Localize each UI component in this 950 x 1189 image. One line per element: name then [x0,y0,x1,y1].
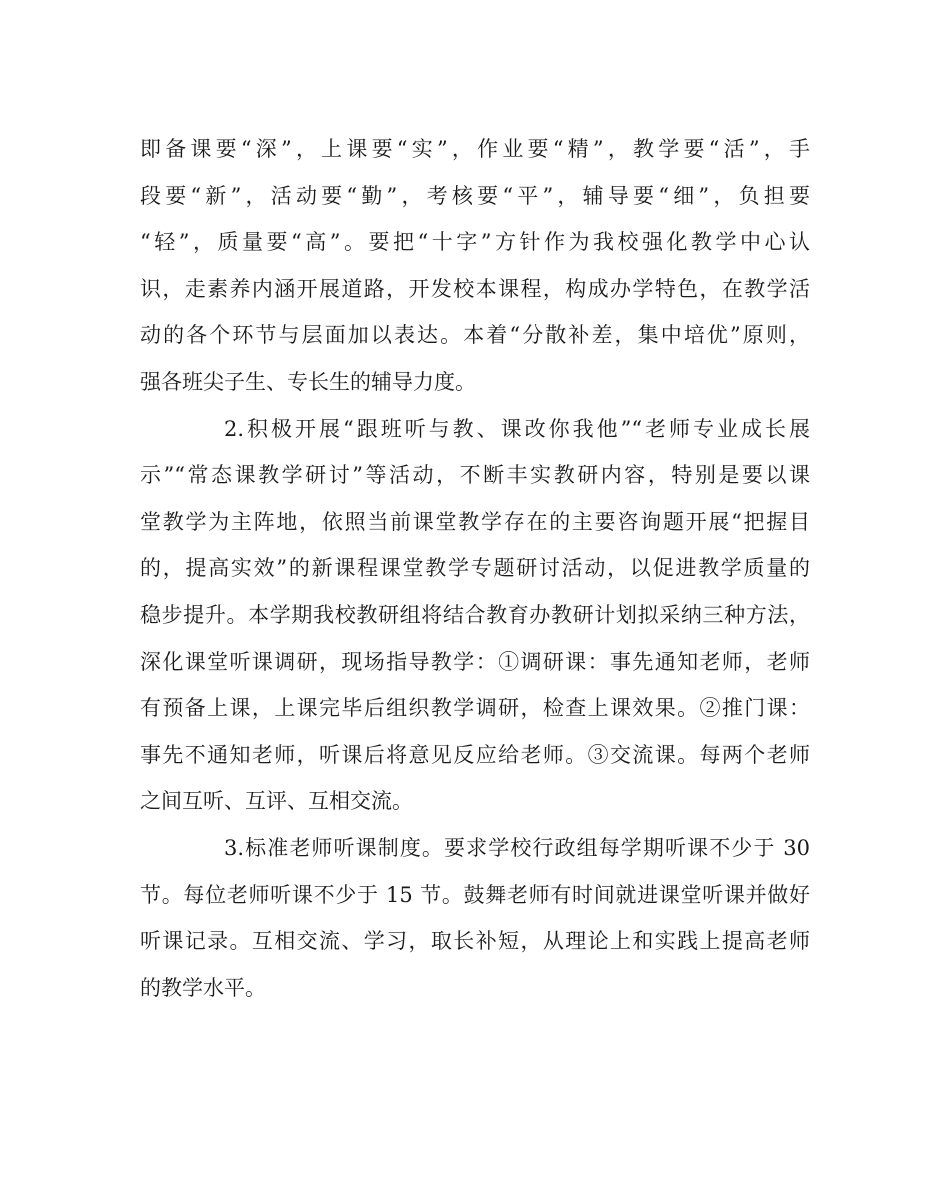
text-line: 动的各个环节与层面加以表达。本着“分散补差，集中培优”原则， [140,323,810,348]
paragraph-2 [140,406,810,825]
paragraph-1 [140,126,810,406]
body-text [140,126,810,1011]
text-line: 有预备上课，上课完毕后组织教学调研，检查上课效果。②推门课： [140,696,810,721]
text-line: 3.标准老师听课制度。要求学校行政组每学期听课不少于 30 [224,835,810,860]
text-line: 示”“常态课教学研讨”等活动，不断丰实教研内容，特别是要以课 [140,463,810,488]
text-line: 的教学水平。 [140,975,266,1000]
text-line: 段要“新”，活动要“勤”，考核要“平”，辅导要“细”，负担要 [140,183,810,208]
text-line: 强各班尖子生、专长生的辅导力度。 [140,369,476,394]
text-line: 堂教学为主阵地，依照当前课堂教学存在的主要咨询题开展“把握目 [140,509,810,534]
text-line: 之间互听、互评、互相交流。 [140,789,413,814]
text-line: 的，提高实效”的新课程课堂教学专题研讨活动，以促进教学质量的 [140,556,810,581]
text-line: 即备课要“深”，上课要“实”，作业要“精”，教学要“活”，手 [140,137,810,161]
text-line: 深化课堂听课调研，现场指导教学：①调研课：事先通知老师，老师 [140,649,810,674]
text-line: 听课记录。互相交流、学习，取长补短，从理论上和实践上提高老师 [140,929,810,954]
text-line: “轻”，质量要“高”。要把“十字”方针作为我校强化教学中心认 [140,230,810,255]
text-line: 2.积极开展“跟班听与教、课改你我他”“老师专业成长展 [224,416,810,441]
text-line: 节。每位老师听课不少于 15 节。鼓舞老师有时间就进课堂听课并做好 [140,882,810,907]
text-line: 识，走素养内涵开展道路，开发校本课程，构成办学特色，在教学活 [140,276,810,301]
paragraph-3 [140,825,810,1011]
text-line: 稳步提升。本学期我校教研组将结合教育办教研计划拟采纳三种方法， [140,602,810,627]
text-line: 事先不通知老师，听课后将意见反应给老师。③交流课。每两个老师 [140,742,810,767]
